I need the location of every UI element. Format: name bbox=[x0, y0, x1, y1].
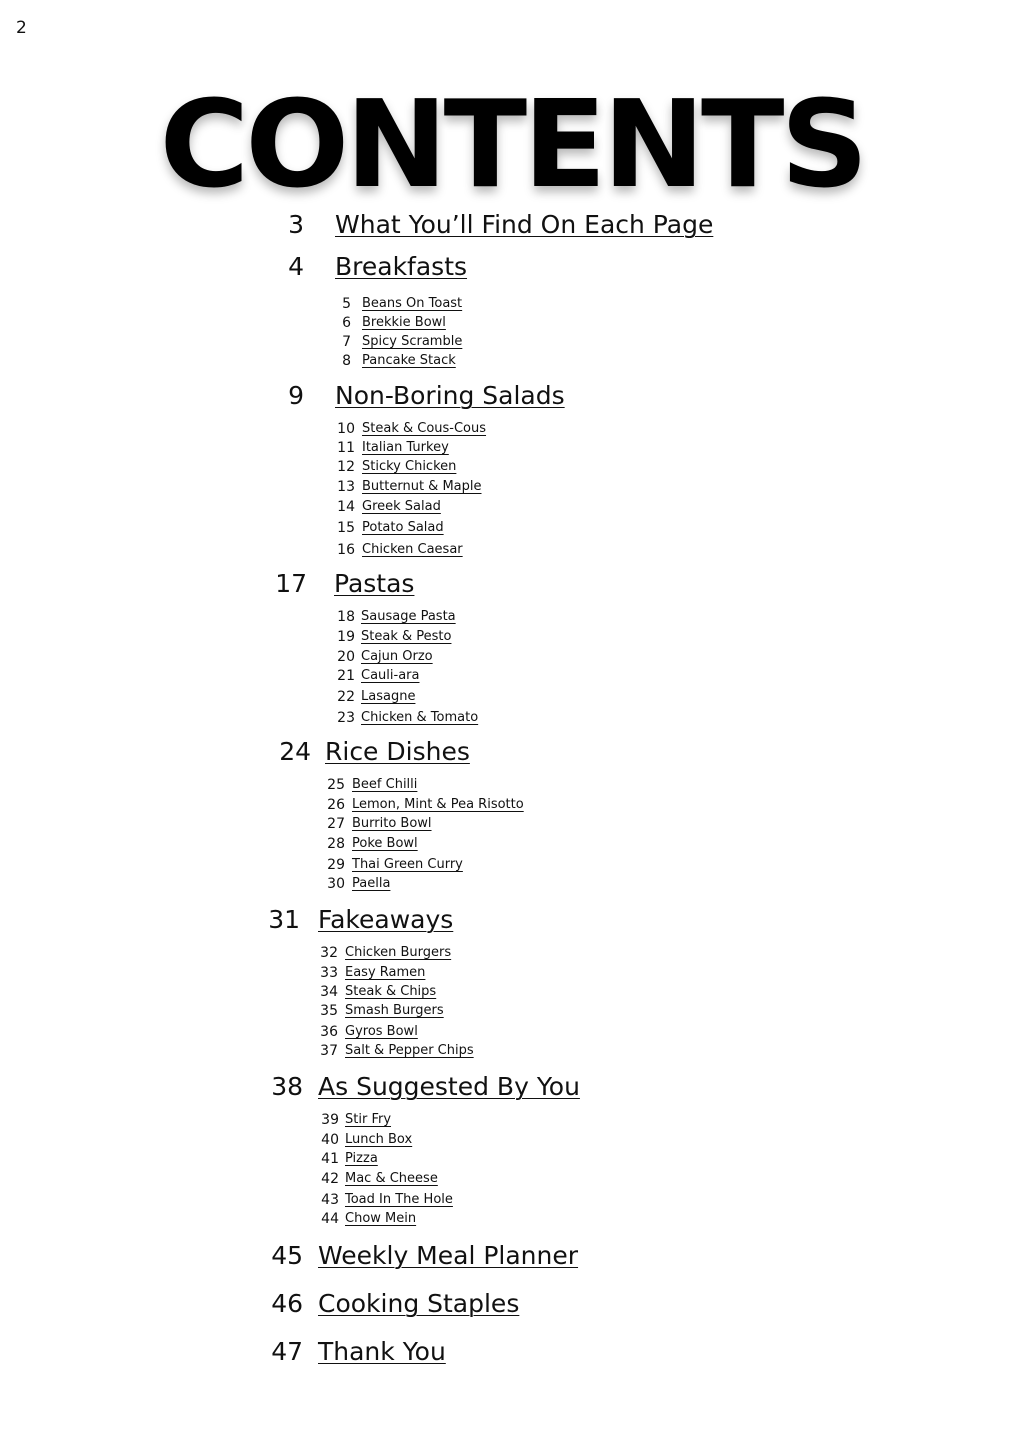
toc-entry-link[interactable]: Sticky Chicken bbox=[362, 459, 457, 474]
toc-page-number: 19 bbox=[337, 629, 355, 645]
toc-page-number: 44 bbox=[321, 1211, 339, 1227]
toc-page-number: 33 bbox=[320, 965, 338, 981]
toc-entry-link[interactable]: Smash Burgers bbox=[345, 1003, 444, 1018]
toc-page-number: 46 bbox=[271, 1289, 303, 1318]
toc-entry-link[interactable]: Salt & Pepper Chips bbox=[345, 1043, 474, 1058]
toc-page-number: 20 bbox=[337, 649, 355, 665]
toc-entry-link[interactable]: Paella bbox=[352, 876, 391, 891]
toc-page-number: 37 bbox=[320, 1043, 338, 1059]
toc-page-number: 42 bbox=[321, 1171, 339, 1187]
toc-page-number: 28 bbox=[327, 836, 345, 852]
toc-page-number: 40 bbox=[321, 1132, 339, 1148]
toc-entry-link[interactable]: Chicken Burgers bbox=[345, 945, 452, 960]
toc-entry-link[interactable]: Stir Fry bbox=[345, 1112, 392, 1127]
page-title: CONTENTS bbox=[159, 76, 865, 215]
toc-entry-link[interactable]: Beans On Toast bbox=[362, 296, 463, 311]
toc-page-number: 23 bbox=[337, 710, 355, 726]
toc-entry-link[interactable]: Spicy Scramble bbox=[362, 334, 463, 349]
toc-entry-link[interactable]: Beef Chilli bbox=[352, 777, 418, 792]
toc-page-number: 3 bbox=[288, 210, 304, 239]
toc-entry-link[interactable]: Sausage Pasta bbox=[361, 609, 456, 624]
toc-section-link[interactable]: As Suggested By You bbox=[318, 1072, 580, 1101]
toc-page-number: 45 bbox=[271, 1241, 303, 1270]
toc-page-number: 13 bbox=[337, 479, 355, 495]
toc-entry-link[interactable]: Gyros Bowl bbox=[345, 1024, 418, 1039]
toc-entry-link[interactable]: Brekkie Bowl bbox=[362, 315, 446, 330]
toc-page-number: 26 bbox=[327, 797, 345, 813]
toc-entry-link[interactable]: Chicken & Tomato bbox=[361, 710, 479, 725]
toc-entry-link[interactable]: Chow Mein bbox=[345, 1211, 417, 1226]
toc-page-number: 47 bbox=[271, 1337, 303, 1366]
toc-page-number: 24 bbox=[279, 737, 311, 766]
toc-entry-link[interactable]: Italian Turkey bbox=[362, 440, 449, 455]
toc-section-link[interactable]: What You’ll Find On Each Page bbox=[335, 210, 714, 239]
toc-page-number: 5 bbox=[342, 296, 351, 312]
toc-page-number: 25 bbox=[327, 777, 345, 793]
toc-entry-link[interactable]: Lasagne bbox=[361, 689, 416, 704]
toc-page-number: 22 bbox=[337, 689, 355, 705]
toc-page-number: 12 bbox=[337, 459, 355, 475]
toc-entry-link[interactable]: Steak & Chips bbox=[345, 984, 437, 999]
toc-page-number: 29 bbox=[327, 857, 345, 873]
toc-entry-link[interactable]: Steak & Pesto bbox=[361, 629, 452, 644]
toc-section-link[interactable]: Pastas bbox=[334, 569, 415, 598]
toc-page-number: 36 bbox=[320, 1024, 338, 1040]
toc-section-link[interactable]: Thank You bbox=[318, 1337, 446, 1366]
toc-entry-link[interactable]: Pancake Stack bbox=[362, 353, 456, 368]
toc-page-number: 34 bbox=[320, 984, 338, 1000]
page-number: 2 bbox=[16, 18, 27, 38]
toc-page-number: 35 bbox=[320, 1003, 338, 1019]
toc-page-number: 41 bbox=[321, 1151, 339, 1167]
toc-page-number: 8 bbox=[342, 353, 351, 369]
toc-section-link[interactable]: Rice Dishes bbox=[325, 737, 470, 766]
toc-page-number: 18 bbox=[337, 609, 355, 625]
toc-entry-link[interactable]: Easy Ramen bbox=[345, 965, 426, 980]
toc-entry-link[interactable]: Pizza bbox=[345, 1151, 378, 1166]
toc-page-number: 15 bbox=[337, 520, 355, 536]
toc-page-number: 38 bbox=[271, 1072, 303, 1101]
toc-section-link[interactable]: Cooking Staples bbox=[318, 1289, 520, 1318]
toc-page-number: 6 bbox=[342, 315, 351, 331]
toc-entry-link[interactable]: Poke Bowl bbox=[352, 836, 418, 851]
toc-section-link[interactable]: Weekly Meal Planner bbox=[318, 1241, 579, 1270]
toc-entry-link[interactable]: Cajun Orzo bbox=[361, 649, 433, 664]
toc-entry-link[interactable]: Potato Salad bbox=[362, 520, 444, 535]
toc-entry-link[interactable]: Lemon, Mint & Pea Risotto bbox=[352, 797, 524, 812]
toc-page-number: 7 bbox=[342, 334, 351, 350]
toc-entry-link[interactable]: Cauli-ara bbox=[361, 668, 420, 683]
toc-page-number: 30 bbox=[327, 876, 345, 892]
toc-page-number: 31 bbox=[268, 905, 300, 934]
toc-page-number: 17 bbox=[275, 569, 307, 598]
toc-entry-link[interactable]: Greek Salad bbox=[362, 499, 441, 514]
toc-page-number: 39 bbox=[321, 1112, 339, 1128]
toc-entry-link[interactable]: Butternut & Maple bbox=[362, 479, 482, 494]
toc-page-number: 27 bbox=[327, 816, 345, 832]
toc-entry-link[interactable]: Mac & Cheese bbox=[345, 1171, 438, 1186]
toc-entry-link[interactable]: Thai Green Curry bbox=[352, 857, 463, 872]
toc-section-link[interactable]: Breakfasts bbox=[335, 252, 468, 281]
toc-entry-link[interactable]: Steak & Cous-Cous bbox=[362, 421, 487, 436]
toc-entry-link[interactable]: Chicken Caesar bbox=[362, 542, 463, 557]
toc-page-number: 32 bbox=[320, 945, 338, 961]
toc-section-link[interactable]: Non-Boring Salads bbox=[335, 381, 565, 410]
toc-entry-link[interactable]: Lunch Box bbox=[345, 1132, 413, 1147]
toc-page-number: 43 bbox=[321, 1192, 339, 1208]
toc-page-number: 11 bbox=[337, 440, 355, 456]
toc-entry-link[interactable]: Toad In The Hole bbox=[345, 1192, 453, 1207]
toc-page-number: 4 bbox=[288, 252, 304, 281]
toc-page-number: 10 bbox=[337, 421, 355, 437]
toc-entry-link[interactable]: Burrito Bowl bbox=[352, 816, 432, 831]
toc-page-number: 9 bbox=[288, 381, 304, 410]
toc-page-number: 14 bbox=[337, 499, 355, 515]
toc-page-number: 21 bbox=[337, 668, 355, 684]
toc-page-number: 16 bbox=[337, 542, 355, 558]
toc-section-link[interactable]: Fakeaways bbox=[318, 905, 454, 934]
